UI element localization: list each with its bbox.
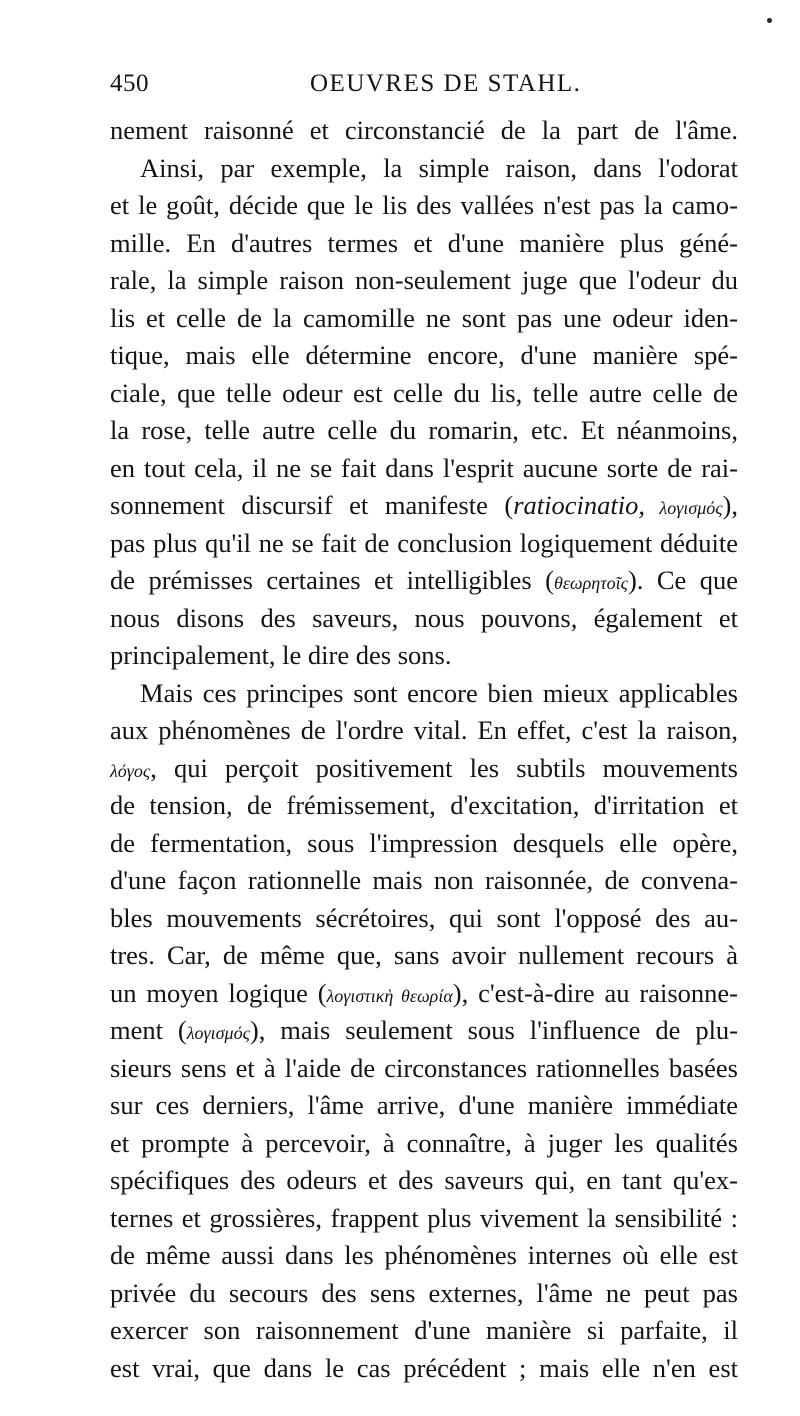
- text-line: d'une façon rationnelle mais non raisonnée, de convena-: [110, 865, 738, 895]
- text-segment: un moyen logique (: [110, 977, 327, 1008]
- greek-term: θεωρητοῖς: [553, 573, 628, 593]
- text-segment: de prémisses certaines et intelligibles (: [110, 565, 554, 595]
- text-line: bles mouvements sécrétoires, qui sont l'opposé des au-: [110, 902, 738, 933]
- text-line: nement raisonné et circonstancié de la part de l'âme.: [110, 115, 738, 145]
- text-line-with-greek: [110, 975, 738, 1013]
- text-line: sur ces derniers, l'âme arrive, d'une manière immédiate: [110, 1090, 738, 1120]
- page-number: 450: [110, 70, 149, 97]
- text-line: aux phénomènes de l'ordre vital. En effet, c'est la raison,: [110, 715, 738, 745]
- text-line: spécifiques des odeurs et des saveurs qui, en tant qu'ex-: [110, 1165, 738, 1195]
- text-line: lis et celle de la camomille ne sont pas une odeur iden-: [110, 302, 738, 333]
- text-line: la rose, telle autre celle du romarin, etc. Et néanmoins,: [110, 415, 738, 445]
- text-line: privée du secours des sens externes, l'âme ne peut pas: [110, 1277, 738, 1308]
- text-line-with-greek: [110, 1012, 738, 1050]
- text-line: est vrai, que dans le cas précédent ; mais elle n'en est: [110, 1352, 738, 1383]
- running-title: OEUVRES DE STAHL.: [310, 70, 582, 97]
- text-line-with-greek: [110, 487, 738, 525]
- text-segment: ), c'est-à-dire au raisonne-: [452, 977, 738, 1008]
- text-line: rale, la simple raison non-seulement juge que l'odeur du: [110, 265, 738, 295]
- text-segment: sonnement discursif et manifeste (: [110, 490, 514, 520]
- greek-term: λογισμός: [186, 1023, 250, 1043]
- text-line: et prompte à percevoir, à connaître, à juger les qualités: [110, 1127, 738, 1158]
- text-line: Mais ces principes sont encore bien mieux applicables: [140, 677, 738, 708]
- text-line: tres. Car, de même que, sans avoir nullement recours à: [110, 940, 738, 970]
- text-line: exercer son raisonnement d'une manière si parfaite, il: [110, 1315, 738, 1345]
- text-line: et le goût, décide que le lis des vallées n'est pas la camo-: [110, 190, 738, 220]
- text-segment: , qui perçoit positivement les subtils mouvements: [150, 752, 738, 783]
- text-line: de fermentation, sous l'impression desquels elle opère,: [110, 827, 738, 858]
- greek-term: λογιστικὴ θεωρία: [326, 985, 453, 1006]
- text-segment: ), mais seulement sous l'influence de plu-: [249, 1015, 739, 1045]
- text-line-with-greek: [110, 562, 738, 600]
- text-line: principalement, le dire des sons.: [110, 640, 452, 670]
- page-header: [110, 70, 748, 110]
- text-line: tique, mais elle détermine encore, d'une manière spé-: [110, 340, 738, 370]
- text-line: de tension, de frémissement, d'excitation, d'irritation et: [110, 790, 738, 820]
- text-line: nous disons des saveurs, nous pouvons, également et: [110, 602, 738, 633]
- greek-term: λόγος: [110, 760, 151, 781]
- text-line: mille. En d'autres termes et d'une manière plus géné-: [110, 227, 738, 258]
- text-line-with-greek: [110, 750, 738, 788]
- text-segment: ment (: [110, 1015, 187, 1045]
- body-text: [110, 112, 738, 1387]
- text-segment: ). Ce que: [627, 565, 738, 595]
- text-line: pas plus qu'il ne se fait de conclusion logiquement déduite: [110, 527, 738, 558]
- text-line: ternes et grossières, frappent plus vivement la sensibilité :: [110, 1202, 738, 1233]
- text-line: sieurs sens et à l'aide de circonstances rationnelles basées: [110, 1052, 738, 1083]
- text-line: de même aussi dans les phénomènes internes où elle est: [110, 1240, 738, 1270]
- text-line: Ainsi, par exemple, la simple raison, dans l'odorat: [140, 152, 738, 183]
- text-line: ciale, que telle odeur est celle du lis, telle autre celle de: [110, 377, 738, 408]
- ink-mark: [767, 18, 772, 23]
- latin-term: ratiocinatio,: [513, 490, 645, 520]
- text-segment: ),: [722, 490, 738, 520]
- text-line: en tout cela, il ne se fait dans l'esprit aucune sorte de rai-: [110, 452, 738, 483]
- greek-term: λογισμός: [645, 498, 723, 518]
